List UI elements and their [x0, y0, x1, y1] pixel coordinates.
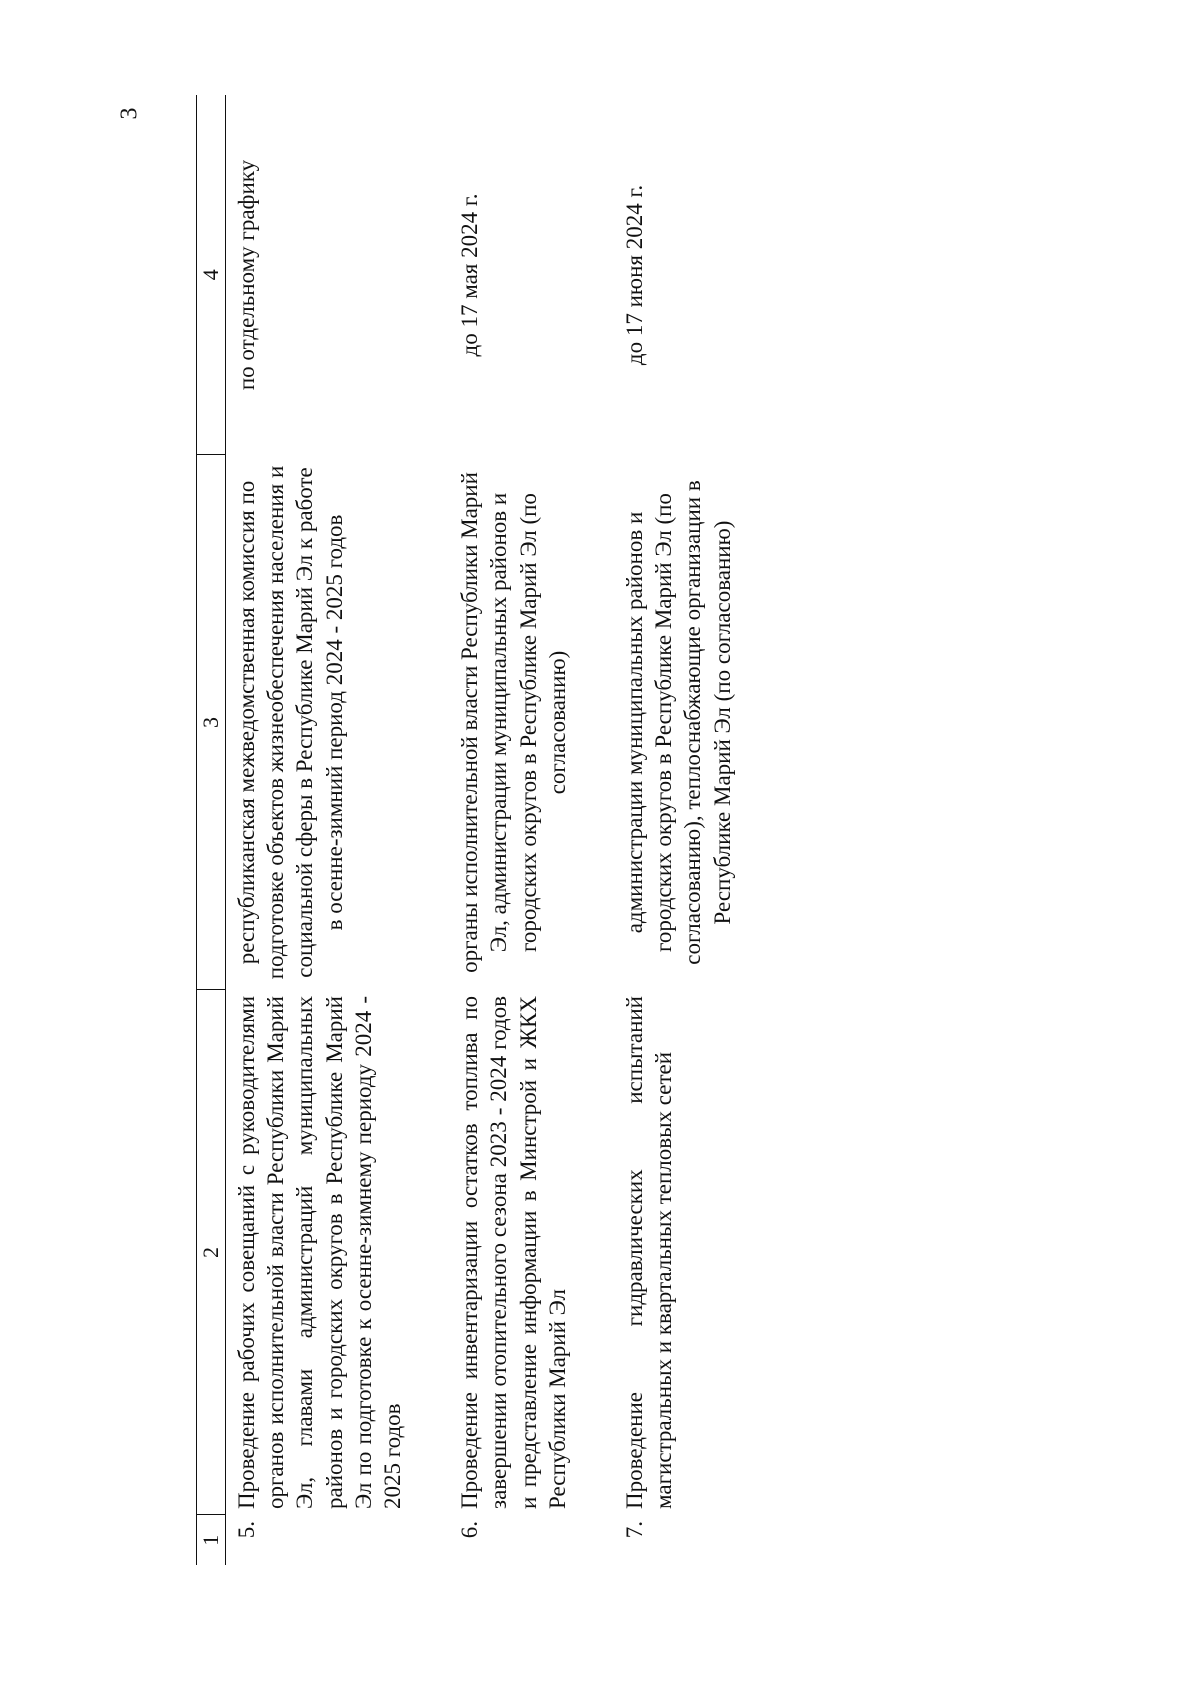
rotated-table-container	[196, 95, 956, 1565]
column-header: 2	[197, 990, 226, 1515]
responsible-text: республиканская межведомственная комиссия по подготовке объектов жизнеобеспечения населения и социальной сферы в Республике Марий Эл к работе в осенне-зимний период 2024 - 2025 годов	[233, 465, 347, 980]
column-header: 4	[197, 95, 226, 455]
column-header: 3	[197, 455, 226, 990]
responsible-text: органы исполнительной власти Республики Марий Эл, администрации муниципальных районов и городских округов в Республике Марий Эл (по согласованию)	[457, 472, 570, 973]
deadline-text: до 17 мая 2024 г.	[457, 193, 483, 357]
action-text: Проведение гидравлических испытаний магистральных и квартальных тепловых сетей	[621, 996, 677, 1509]
deadline-text: до 17 июня 2024 г.	[621, 184, 647, 366]
table-row	[225, 95, 449, 1565]
plan-table	[196, 95, 779, 1565]
row-number: 6.	[457, 1521, 483, 1539]
action-text: Проведение рабочих совещаний с руководителями органов исполнительной власти Республики Марий Эл, главами администраций муниципальных районов и городских округов в Республике Марий Эл по подготовке к осенне-зимнему периоду 2024 - 2025 годов	[233, 996, 405, 1509]
row-number: 7.	[621, 1521, 647, 1539]
table-header-row	[197, 95, 226, 1565]
responsible-text: администрации муниципальных районов и городских округов в Республике Марий Эл (по согласованию), теплоснабжающие организации в Республике Марий Эл (по согласованию)	[621, 480, 735, 965]
action-text: Проведение инвентаризации остатков топлива по завершении отопительного сезона 2023 - 2024 годов и представление информации в Минстрой и ЖКХ Республики Марий Эл	[457, 996, 570, 1509]
deadline-text: по отдельному графику	[233, 159, 259, 391]
table-row	[614, 95, 779, 1565]
column-header: 1	[197, 1515, 226, 1565]
page-number: 3	[116, 107, 143, 120]
table-row	[449, 95, 614, 1565]
row-number: 5.	[233, 1521, 259, 1539]
